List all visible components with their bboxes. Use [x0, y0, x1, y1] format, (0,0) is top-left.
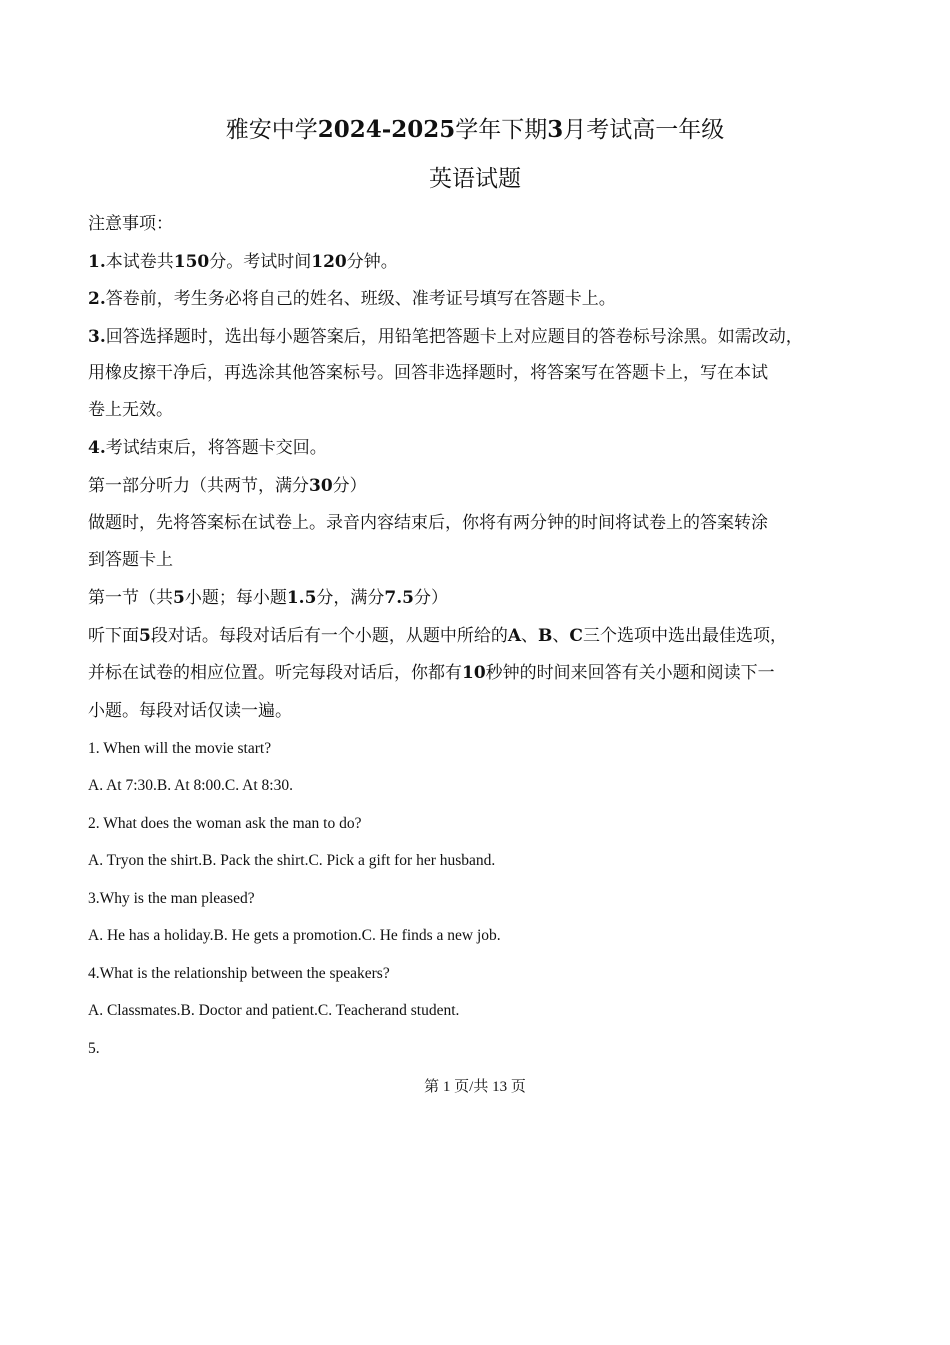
- part1-heading: 第一部分听力（共两节，满分30分）: [88, 476, 367, 496]
- notice-item-2: 2.答卷前，考生务必将自己的姓名、班级、准考证号填写在答题卡上。: [88, 289, 616, 309]
- notice-item-4: 4.考试结束后，将答题卡交回。: [88, 438, 327, 458]
- question-2: 2. What does the woman ask the man to do?: [88, 815, 362, 832]
- exam-title: 雅安中学2024-2025学年下期3月考试高一年级: [225, 116, 725, 143]
- notice-item-3: 3.回答选择题时，选出每小题答案后，用铅笔把答题卡上对应题目的答卷标号涂黑。如需改动，: [88, 327, 803, 347]
- question-4: 4.What is the relationship between the speakers?: [88, 965, 390, 982]
- question-3-options: A. He has a holiday.B. He gets a promotion.C. He finds a new job.: [88, 927, 501, 944]
- notice-item-3-line-3: 卷上无效。: [88, 400, 173, 420]
- exam-subtitle: 英语试题: [429, 166, 521, 192]
- question-1: 1. When will the movie start?: [88, 740, 272, 757]
- question-2-options: A. Tryon the shirt.B. Pack the shirt.C. Pick a gift for her husband.: [88, 852, 496, 869]
- question-4-options: A. Classmates.B. Doctor and patient.C. Teacherand student.: [88, 1002, 460, 1019]
- question-1-options: A. At 7:30.B. At 8:00.C. At 8:30.: [88, 777, 293, 794]
- part1-description: 做题时，先将答案标在试卷上。录音内容结束后，你将有两分钟的时间将试卷上的答案转涂: [88, 513, 768, 533]
- notice-heading: 注意事项：: [88, 214, 173, 234]
- part1-description-line-2: 到答题卡上: [88, 550, 173, 570]
- page-footer: 第 1 页/共 13 页: [424, 1079, 526, 1095]
- question-3: 3.Why is the man pleased?: [88, 890, 255, 907]
- notice-item-3-line-2: 用橡皮擦干净后，再选涂其他答案标号。回答非选择题时，将答案写在答题卡上，写在本试: [88, 363, 768, 383]
- section1-instructions-line-3: 小题。每段对话仅读一遍。: [88, 701, 292, 721]
- section1-instructions-line-2: 并标在试卷的相应位置。听完每段对话后，你都有10秒钟的时间来回答有关小题和阅读下一: [88, 663, 775, 683]
- question-5: 5.: [88, 1040, 100, 1057]
- section1-heading: 第一节（共5小题；每小题1.5分，满分7.5分）: [88, 588, 448, 608]
- section1-instructions: 听下面5段对话。每段对话后有一个小题，从题中所给的A、B、C三个选项中选出最佳选项，: [88, 626, 787, 646]
- notice-item-1: 1.本试卷共150分。考试时间120分钟。: [88, 252, 398, 272]
